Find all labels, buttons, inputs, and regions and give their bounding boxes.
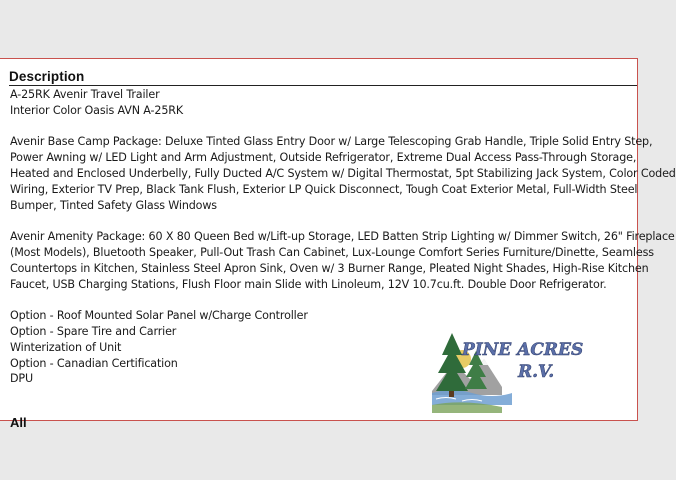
interior-color-line: Interior Color Oasis AVN A-25RK xyxy=(10,103,184,117)
base-camp-line: Power Awning w/ LED Light and Arm Adjustment, Outside Refrigerator, Extreme Dual Access Pass-Through Storage, xyxy=(10,151,637,165)
logo-text-line2: R.V. xyxy=(518,362,555,382)
paragraph-gap xyxy=(10,292,642,308)
option-line: DPU xyxy=(10,372,34,386)
base-camp-line: Avenir Base Camp Package: Deluxe Tinted Glass Entry Door w/ Large Telescoping Grab Handle, Triple Solid Entry Step, xyxy=(10,135,653,149)
base-camp-line: Wiring, Exterior TV Prep, Black Tank Flush, Exterior LP Quick Disconnect, Tough Coat Exterior Metal, Full-Width Steel xyxy=(10,182,638,196)
amenity-line: Avenir Amenity Package: 60 X 80 Queen Bed w/Lift-up Storage, LED Batten Strip Lighting w/ Dimmer Switch, 26" Fireplace xyxy=(10,230,675,244)
amenity-line: Countertops in Kitchen, Stainless Steel Apron Sink, Oven w/ 3 Burner Range, Pleated Night Shades, High-Rise Kitchen xyxy=(10,261,649,275)
paragraph-gap xyxy=(10,213,642,229)
model-line: A-25RK Avenir Travel Trailer xyxy=(10,88,160,101)
paragraph-gap xyxy=(10,119,642,135)
option-line: Winterization of Unit xyxy=(10,340,122,354)
cut-off-heading: All xyxy=(10,415,27,430)
option-line: Option - Roof Mounted Solar Panel w/Charge Controller xyxy=(10,309,308,323)
heading-underline xyxy=(9,85,637,86)
amenity-line: Faucet, USB Charging Stations, Flush Floor main Slide with Linoleum, 12V 10.7cu.ft. Double Door Refrigerator. xyxy=(10,277,607,291)
base-camp-line: Heated and Enclosed Underbelly, Fully Ducted A/C System w/ Digital Thermostat, 5pt Stabilizing Jack System, Color Coded xyxy=(10,166,676,180)
logo-text-line1: PINE ACRES xyxy=(462,340,584,360)
description-heading: Description xyxy=(9,69,85,84)
option-line: Option - Spare Tire and Carrier xyxy=(10,324,177,338)
pine-acres-rv-logo xyxy=(432,329,594,413)
description-sheet xyxy=(0,58,676,430)
amenity-line: (Most Models), Bluetooth Speaker, Pull-Out Trash Can Cabinet, Lux-Lounge Comfort Series Furniture/Dinette, Seamless xyxy=(10,245,654,259)
base-camp-line: Bumper, Tinted Safety Glass Windows xyxy=(10,198,217,212)
option-line: Option - Canadian Certification xyxy=(10,356,178,370)
